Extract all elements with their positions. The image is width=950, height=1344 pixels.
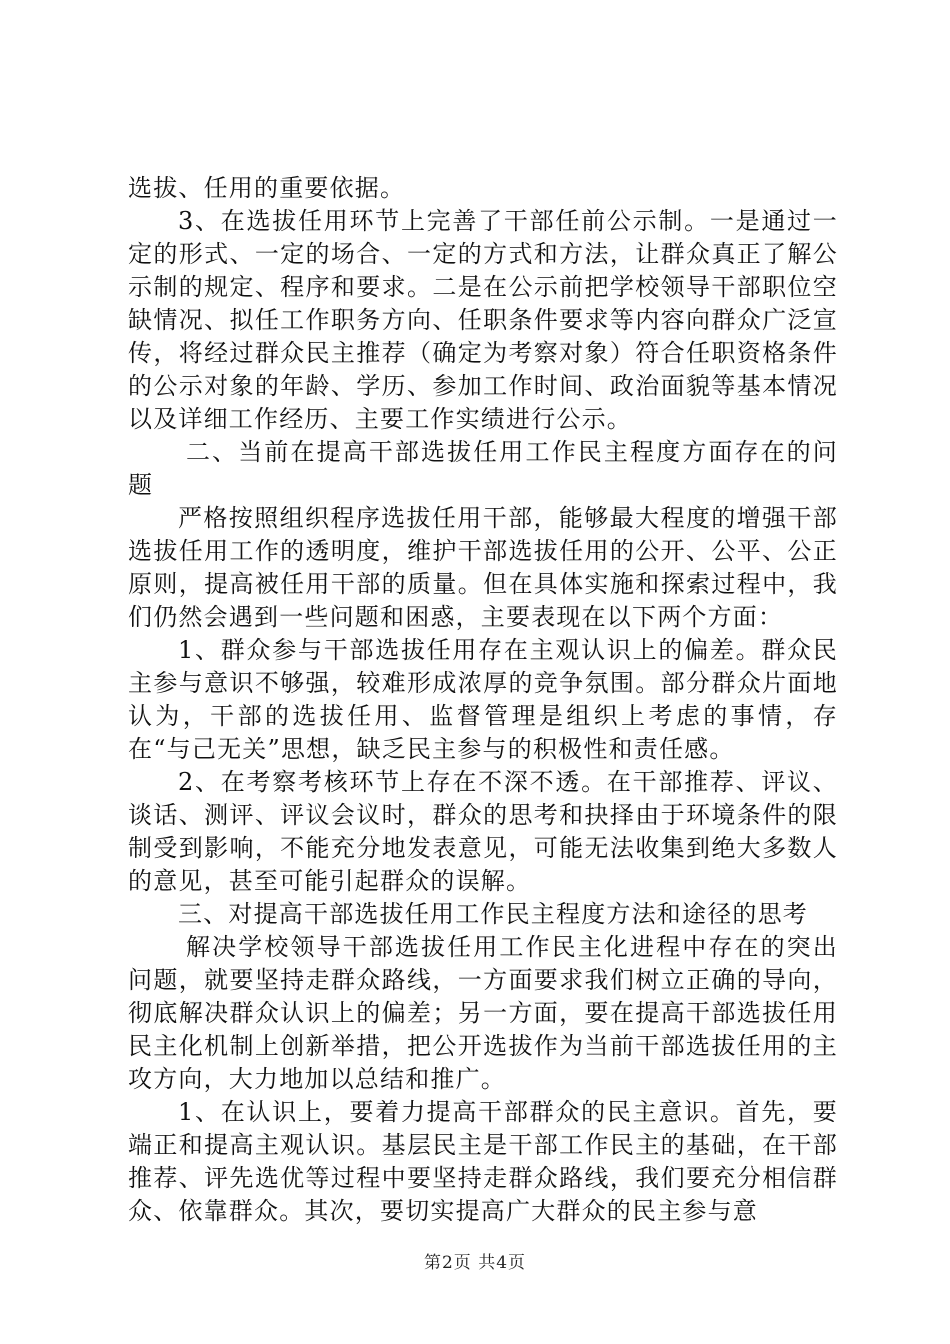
paragraph-1: 选拔、任用的重要依据。	[128, 174, 406, 202]
paragraph-7: 1、在认识上，要着力提高干部群众的民主意识。首先，要端正和提高主观认识。基层民主是干部工作民主的基础，在干部推荐、评先选优等过程中要坚持走群众路线，我们要充分相信群众、依靠群众。其次，要切实提高广大群众的民主参与意	[128, 1098, 838, 1225]
paragraph-4: 1、群众参与干部选拔任用存在主观认识上的偏差。群众民主参与意识不够强，较难形成浓厚的竞争氛围。部分群众片面地认为，干部的选拔任用、监督管理是组织上考虑的事情，存在“与己无关”思想，缺乏民主参与的积极性和责任感。	[128, 636, 838, 763]
paragraph-2: 3、在选拔任用环节上完善了干部任前公示制。一是通过一定的形式、一定的场合、一定的方式和方法，让群众真正了解公示制的规定、程序和要求。二是在公示前把学校领导干部职位空缺情况、拟任工作职务方向、任职条件要求等内容向群众广泛宣传，将经过群众民主推荐（确定为考察对象）符合任职资格条件的公示对象的年龄、学历、参加工作时间、政治面貌等基本情况以及详细工作经历、主要工作实绩进行公示。	[128, 207, 838, 433]
document-body	[128, 172, 838, 1228]
paragraph-5: 2、在考察考核环节上存在不深不透。在干部推荐、评议、谈话、测评、评议会议时，群众的思考和抉择由于环境条件的限制受到影响，不能充分地发表意见，可能无法收集到绝大多数人的意见，甚至可能引起群众的误解。	[128, 768, 838, 895]
section-heading-3: 三、对提高干部选拔任用工作民主程度方法和途径的思考	[178, 900, 808, 928]
paragraph-3: 严格按照组织程序选拔任用干部，能够最大程度的增强干部选拔任用工作的透明度，维护干部选拔任用的公开、公平、公正原则，提高被任用干部的质量。但在具体实施和探索过程中，我们仍然会遇到一些问题和困惑，主要表现在以下两个方面：	[128, 504, 838, 631]
paragraph-6: 解决学校领导干部选拔任用工作民主化进程中存在的突出问题，就要坚持走群众路线，一方面要求我们树立正确的导向，彻底解决群众认识上的偏差；另一方面，要在提高干部选拔任用民主化机制上创新举措，把公开选拔作为当前干部选拔任用的主攻方向，大力地加以总结和推广。	[128, 933, 838, 1093]
page-number-footer: 第2页 共4页	[423, 1253, 527, 1273]
section-heading-2: 二、当前在提高干部选拔任用工作民主程度方面存在的问题	[128, 438, 838, 499]
